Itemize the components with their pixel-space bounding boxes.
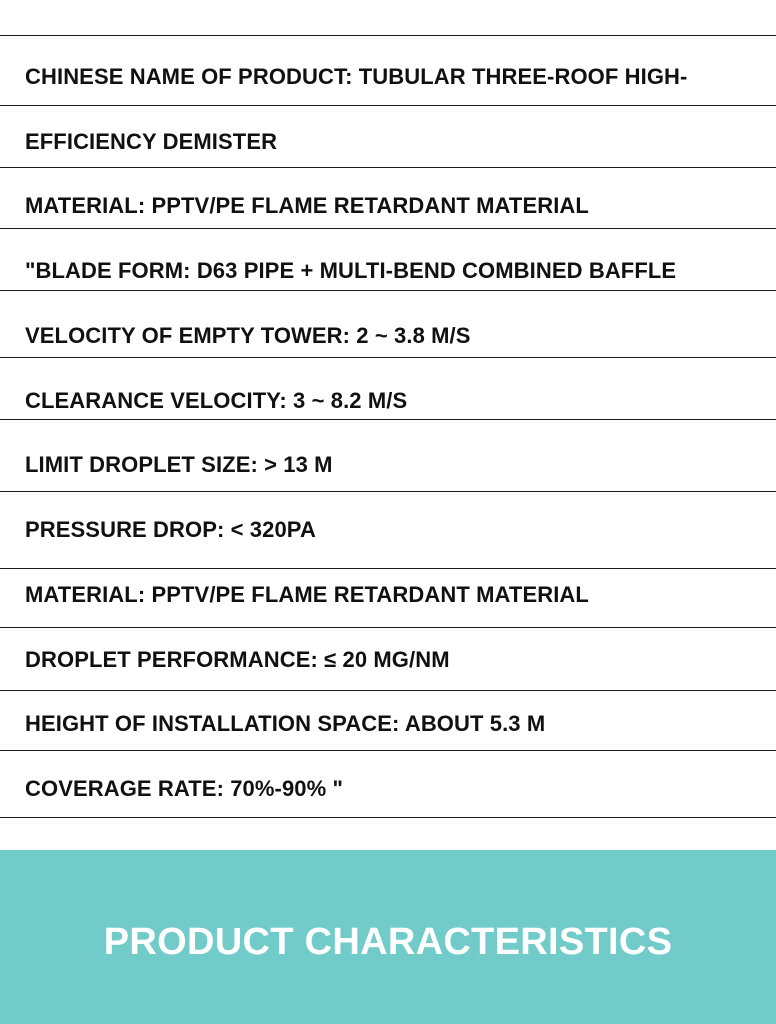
spec-row-blade-form: "BLADE FORM: D63 PIPE + MULTI-BEND COMBINED BAFFLE	[25, 258, 677, 283]
row-divider	[0, 627, 776, 628]
spec-row-product-name-line1: CHINESE NAME OF PRODUCT: TUBULAR THREE-ROOF HIGH-	[25, 64, 688, 89]
row-divider	[0, 817, 776, 818]
row-divider	[0, 419, 776, 420]
row-divider	[0, 491, 776, 492]
banner-title: PRODUCT CHARACTERISTICS	[103, 921, 673, 963]
row-divider	[0, 105, 776, 106]
row-divider	[0, 357, 776, 358]
section-banner	[0, 850, 776, 1024]
spec-row-empty-tower-velocity: VELOCITY OF EMPTY TOWER: 2 ~ 3.8 M/S	[25, 323, 471, 348]
spec-row-coverage-rate: COVERAGE RATE: 70%-90% "	[25, 776, 344, 801]
spec-row-product-name-line2: EFFICIENCY DEMISTER	[25, 129, 278, 154]
spec-row-clearance-velocity: CLEARANCE VELOCITY: 3 ~ 8.2 M/S	[25, 388, 408, 413]
row-divider	[0, 690, 776, 691]
row-divider	[0, 167, 776, 168]
row-divider	[0, 290, 776, 291]
row-divider	[0, 228, 776, 229]
row-divider	[0, 750, 776, 751]
spec-row-material: MATERIAL: PPTV/PE FLAME RETARDANT MATERIAL	[25, 193, 589, 218]
spec-row-droplet-performance: DROPLET PERFORMANCE: ≤ 20 MG/NM	[25, 647, 450, 672]
spec-row-material-repeat: MATERIAL: PPTV/PE FLAME RETARDANT MATERIAL	[25, 582, 589, 607]
spec-row-pressure-drop: PRESSURE DROP: < 320PA	[25, 517, 316, 542]
row-divider	[0, 568, 776, 569]
spec-row-installation-height: HEIGHT OF INSTALLATION SPACE: ABOUT 5.3 M	[25, 711, 546, 736]
row-divider	[0, 35, 776, 36]
spec-row-droplet-size: LIMIT DROPLET SIZE: > 13 M	[25, 452, 333, 477]
